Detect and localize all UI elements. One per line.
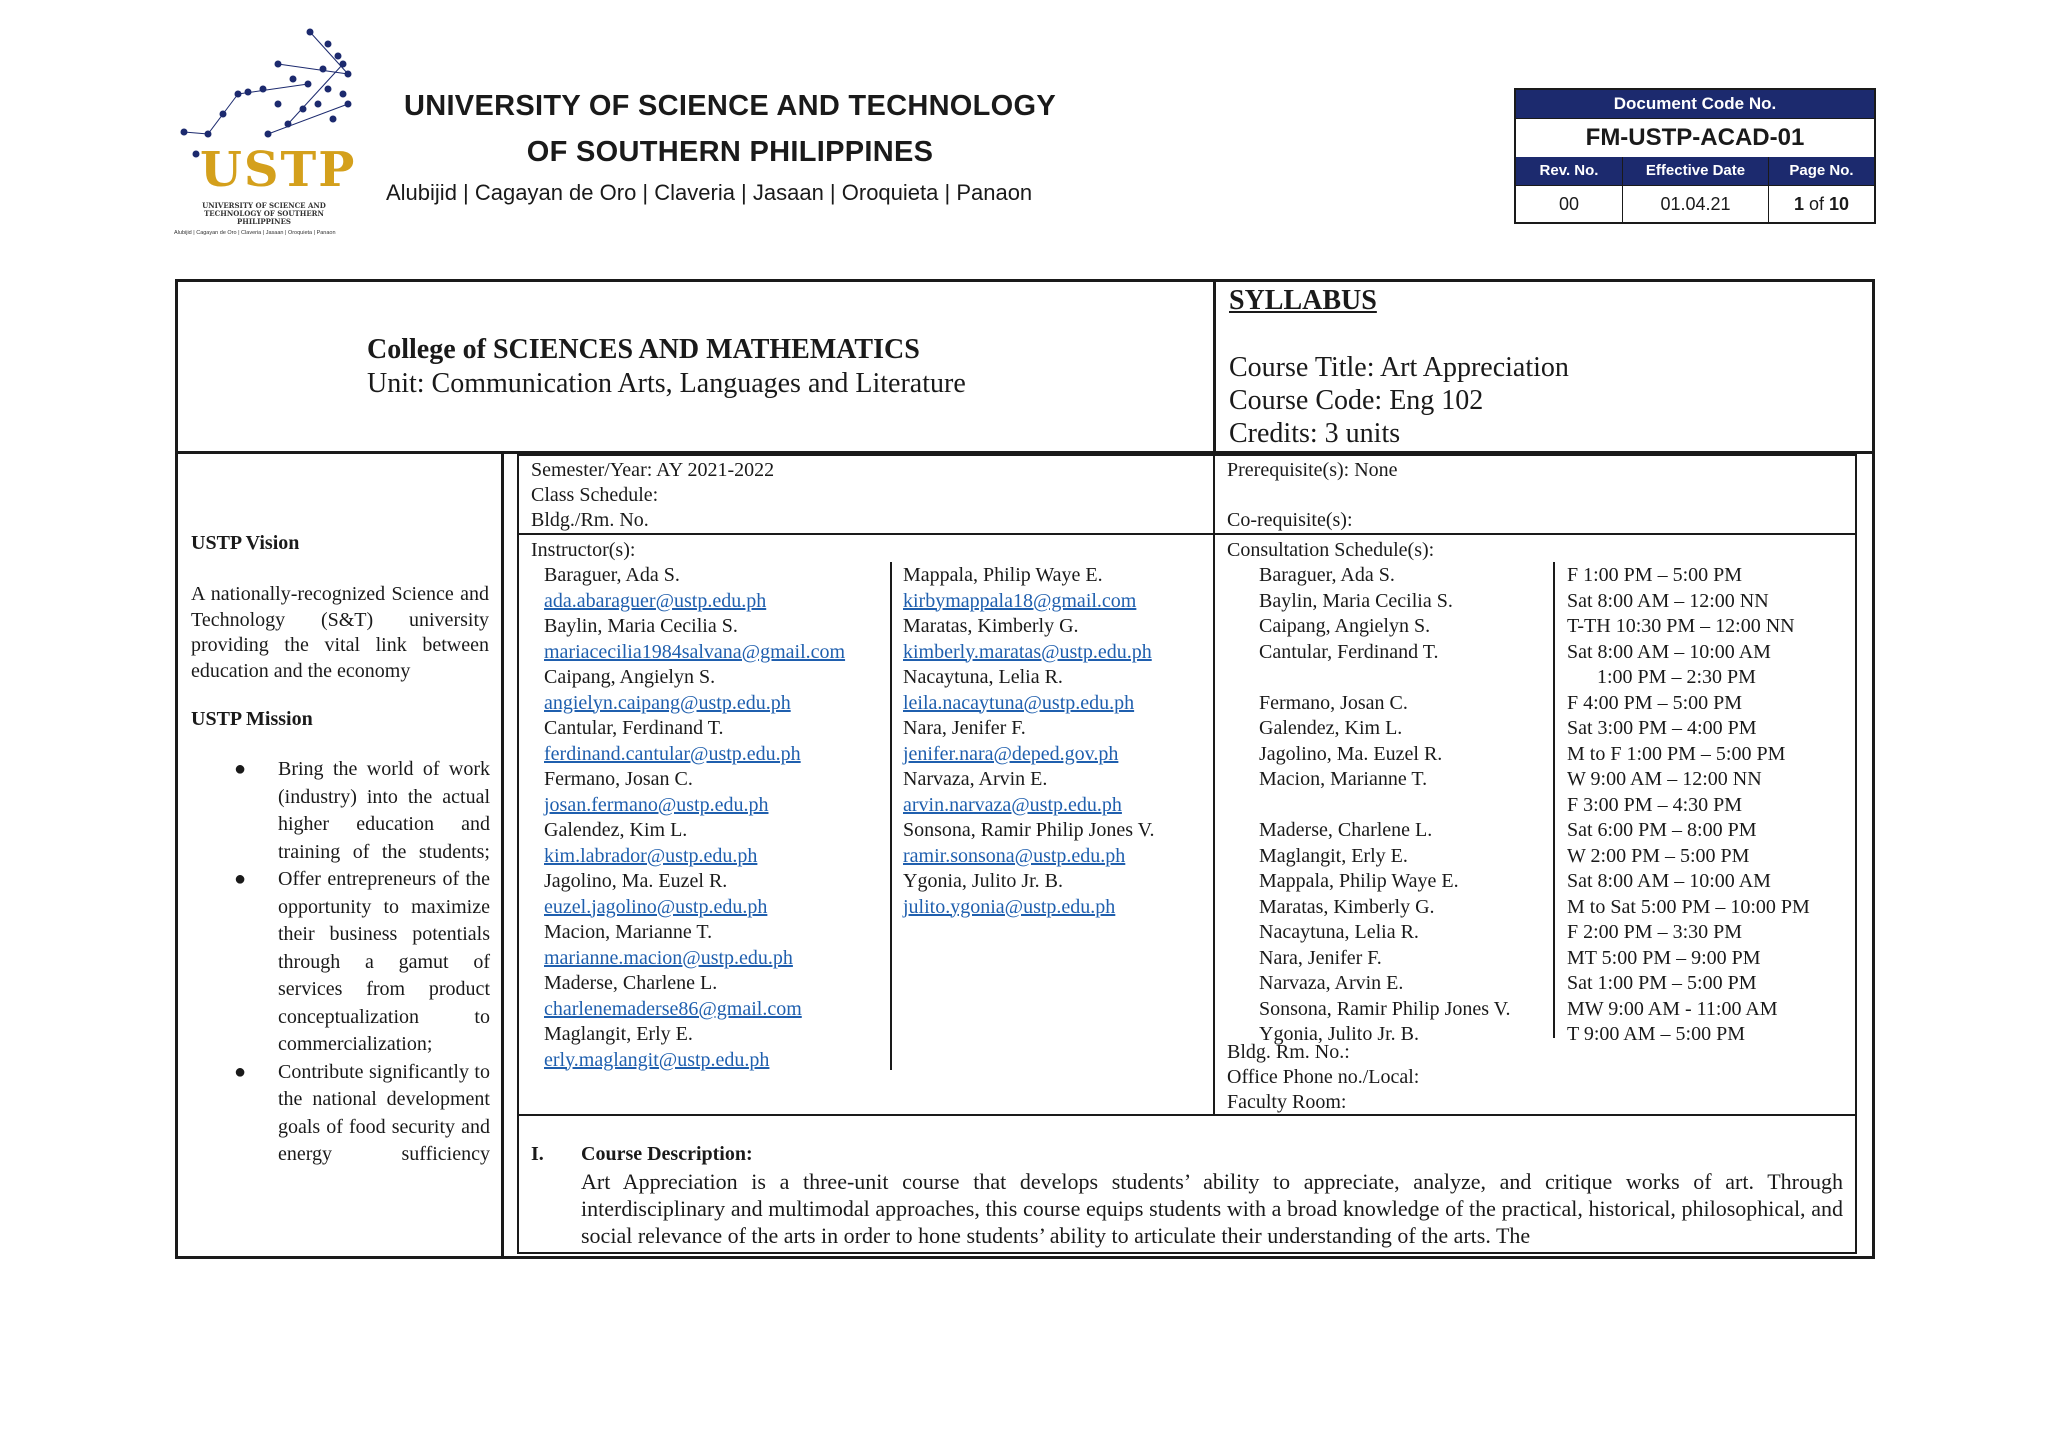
consultation-name: Maglangit, Erly E. xyxy=(1259,844,1408,867)
instructor-name: Mappala, Philip Waye E. xyxy=(903,564,1103,586)
semester-row-divider xyxy=(517,533,1857,535)
instructor-name: Maglangit, Erly E. xyxy=(544,1023,693,1045)
effective-date-value: 01.04.21 xyxy=(1622,185,1768,222)
instructor-email-link[interactable]: kirbymappala18@gmail.com xyxy=(903,589,1137,612)
consult-bldg: Bldg. Rm. No.: xyxy=(1227,1041,1350,1063)
instructor-email-link[interactable]: euzel.jagolino@ustp.edu.ph xyxy=(544,895,768,918)
mission-list xyxy=(191,756,490,1169)
consultation-name: Narvaza, Arvin E. xyxy=(1259,972,1404,994)
instructors-column-2 xyxy=(903,563,1233,920)
instructor-name: Fermano, Josan C. xyxy=(544,768,693,790)
faculty-room: Faculty Room: xyxy=(1227,1091,1347,1113)
consultation-time: T 9:00 AM – 5:00 PM xyxy=(1567,1023,1745,1045)
mission-item: ● Offer entrepreneurs of the opportunity to maximize their business potentials through a gamut of services from product conceptualization to commercialization; xyxy=(234,868,490,1055)
office-phone: Office Phone no./Local: xyxy=(1227,1066,1420,1088)
rev-value: 00 xyxy=(1516,185,1622,222)
instructor-email-link[interactable]: leila.nacaytuna@ustp.edu.ph xyxy=(903,691,1135,714)
campus-list: Alubijid | Cagayan de Oro | Claveria | Jasaan | Oroquieta | Panaon xyxy=(386,180,1033,205)
consultation-time: W 2:00 PM – 5:00 PM xyxy=(1567,844,1750,867)
instructor-email-link[interactable]: ada.abaraguer@ustp.edu.ph xyxy=(544,589,767,612)
instructor-email-link[interactable]: marianne.macion@ustp.edu.ph xyxy=(544,946,793,969)
instructor-email-link[interactable]: julito.ygonia@ustp.edu.ph xyxy=(903,895,1116,918)
consultation-time: M to Sat 5:00 PM – 10:00 PM xyxy=(1567,895,1810,918)
ustp-logo xyxy=(174,24,388,246)
consultation-time: Sat 8:00 AM – 10:00 AM xyxy=(1567,640,1771,663)
instructor-email-link[interactable]: jenifer.nara@deped.gov.ph xyxy=(903,742,1119,765)
consultation-time: Sat 1:00 PM – 5:00 PM xyxy=(1567,972,1757,994)
consultation-name: Fermano, Josan C. xyxy=(1259,691,1408,714)
logo-campuses: Alubijid | Cagayan de Oro | Claveria | Jasaan | Oroquieta | Panaon xyxy=(174,230,336,236)
description-title: Course Description: xyxy=(581,1143,753,1165)
consultation-time: Sat 6:00 PM – 8:00 PM xyxy=(1567,819,1757,841)
instructors-column-1 xyxy=(544,563,884,1073)
instructor-email-link[interactable]: ramir.sonsona@ustp.edu.ph xyxy=(903,844,1126,867)
instructor-name: Ygonia, Julito Jr. B. xyxy=(903,870,1064,892)
consultation-time: M to F 1:00 PM – 5:00 PM xyxy=(1567,742,1786,765)
instructor-name: Cantular, Ferdinand T. xyxy=(544,717,724,739)
doc-code-value: FM-USTP-ACAD-01 xyxy=(1516,118,1874,157)
vision-title: USTP Vision xyxy=(191,532,300,554)
document-code-box xyxy=(1514,88,1876,224)
instructor-email-link[interactable]: arvin.narvaza@ustp.edu.ph xyxy=(903,793,1122,816)
instructor-name: Baraguer, Ada S. xyxy=(544,564,680,586)
consultation-time: T-TH 10:30 PM – 12:00 NN xyxy=(1567,615,1795,637)
mission-item: ● Contribute significantly to the national development goals of food security and energy sufficiency xyxy=(234,1060,490,1165)
page-label: Page No. xyxy=(1768,157,1874,185)
instructor-email-link[interactable]: erly.maglangit@ustp.edu.ph xyxy=(544,1048,770,1071)
consultation-name: Sonsona, Ramir Philip Jones V. xyxy=(1259,997,1511,1020)
instructor-email-link[interactable]: angielyn.caipang@ustp.edu.ph xyxy=(544,691,791,714)
mission-item: ● Bring the world of work (industry) into the actual higher education and training of the students; xyxy=(234,758,490,863)
doc-code-title: Document Code No. xyxy=(1516,90,1874,118)
consultation-name: Jagolino, Ma. Euzel R. xyxy=(1259,742,1443,765)
consultation-name: Maratas, Kimberly G. xyxy=(1259,895,1435,918)
logo-text: USTP xyxy=(200,142,357,198)
instructor-name: Caipang, Angielyn S. xyxy=(544,666,716,688)
consultation-names xyxy=(1259,563,1559,1048)
prerequisite: Prerequisite(s): None xyxy=(1227,459,1398,481)
consultation-name: Macion, Marianne T. xyxy=(1259,768,1428,790)
college-name: College of SCIENCES AND MATHEMATICS xyxy=(367,334,920,365)
header-divider xyxy=(1213,279,1216,453)
consultation-name: Cantular, Ferdinand T. xyxy=(1259,640,1439,663)
mission-title: USTP Mission xyxy=(191,708,313,730)
consultation-name: Nara, Jenifer F. xyxy=(1259,946,1382,969)
consultation-time: MW 9:00 AM - 11:00 AM xyxy=(1567,997,1778,1020)
description-divider xyxy=(517,1114,1857,1116)
consultation-name: Ygonia, Julito Jr. B. xyxy=(1259,1023,1420,1045)
university-name-line2: OF SOUTHERN PHILIPPINES xyxy=(526,136,934,168)
unit-name: Unit: Communication Arts, Languages and Literature xyxy=(367,368,966,399)
consultation-label: Consultation Schedule(s): xyxy=(1227,539,1435,561)
consultation-name: Mappala, Philip Waye E. xyxy=(1259,870,1459,892)
bldg-room: Bldg./Rm. No. xyxy=(531,509,649,531)
consultation-name: Baylin, Maria Cecilia S. xyxy=(1259,589,1453,612)
instructor-email-link[interactable]: charlenemaderse86@gmail.com xyxy=(544,997,802,1020)
consultation-times xyxy=(1567,563,1867,1048)
consultation-time: F 2:00 PM – 3:30 PM xyxy=(1567,921,1743,943)
rev-label: Rev. No. xyxy=(1516,157,1622,185)
consultation-name xyxy=(1259,665,1559,691)
course-title: Course Title: Art Appreciation xyxy=(1229,352,1569,383)
instructor-name: Narvaza, Arvin E. xyxy=(903,768,1048,790)
consultation-time: 1:00 PM – 2:30 PM xyxy=(1597,666,1756,688)
consultation-name: Caipang, Angielyn S. xyxy=(1259,615,1431,637)
consultation-name: Baraguer, Ada S. xyxy=(1259,564,1395,586)
university-name-line1: UNIVERSITY OF SCIENCE AND TECHNOLOGY xyxy=(403,90,1057,122)
effective-date-label: Effective Date xyxy=(1622,157,1768,185)
vision-text: A nationally-recognized Science and Technology (S&T) university providing the vital link between education and the economy xyxy=(191,583,489,682)
instructor-name: Sonsona, Ramir Philip Jones V. xyxy=(903,819,1155,841)
consultation-time: F 1:00 PM – 5:00 PM xyxy=(1567,564,1743,586)
instructor-name: Nara, Jenifer F. xyxy=(903,717,1026,739)
consultation-name: Maderse, Charlene L. xyxy=(1259,819,1433,841)
consultation-time: Sat 3:00 PM – 4:00 PM xyxy=(1567,717,1757,739)
corequisite: Co-requisite(s): xyxy=(1227,509,1353,531)
instructor-email-link[interactable]: mariacecilia1984salvana@gmail.com xyxy=(544,640,846,663)
consultation-name: Nacaytuna, Lelia R. xyxy=(1259,921,1419,943)
semester-year: Semester/Year: AY 2021-2022 xyxy=(531,459,775,481)
instructor-email-link[interactable]: josan.fermano@ustp.edu.ph xyxy=(544,793,769,816)
instructor-email-link[interactable]: ferdinand.cantular@ustp.edu.ph xyxy=(544,742,801,765)
consultation-time: Sat 8:00 AM – 12:00 NN xyxy=(1567,589,1769,612)
instructor-name: Jagolino, Ma. Euzel R. xyxy=(544,870,728,892)
page-value: 1 of 10 xyxy=(1768,185,1874,222)
instructor-name: Macion, Marianne T. xyxy=(544,921,713,943)
instructor-col-divider xyxy=(890,562,892,1070)
logo-subtitle: UNIVERSITY OF SCIENCE AND TECHNOLOGY OF SOUTHERN PHILIPPINES xyxy=(202,201,326,226)
consultation-time: W 9:00 AM – 12:00 NN xyxy=(1567,768,1762,790)
consultation-name: Galendez, Kim L. xyxy=(1259,717,1403,739)
consultation-time: MT 5:00 PM – 9:00 PM xyxy=(1567,946,1761,969)
instructor-name: Nacaytuna, Lelia R. xyxy=(903,666,1063,688)
consultation-time: F 4:00 PM – 5:00 PM xyxy=(1567,691,1743,714)
instructor-name: Maratas, Kimberly G. xyxy=(903,615,1079,637)
class-schedule: Class Schedule: xyxy=(531,484,659,506)
instructors-label: Instructor(s): xyxy=(531,539,636,561)
consultation-time: Sat 8:00 AM – 10:00 AM xyxy=(1567,870,1771,892)
instructor-email-link[interactable]: kim.labrador@ustp.edu.ph xyxy=(544,844,758,867)
course-code: Course Code: Eng 102 xyxy=(1229,385,1484,416)
instructor-name: Galendez, Kim L. xyxy=(544,819,688,841)
instructor-email-link[interactable]: kimberly.maratas@ustp.edu.ph xyxy=(903,640,1152,663)
course-credits: Credits: 3 units xyxy=(1229,418,1401,449)
syllabus-title: SYLLABUS xyxy=(1229,285,1377,316)
instructor-name: Baylin, Maria Cecilia S. xyxy=(544,615,738,637)
left-column-divider xyxy=(501,454,504,1258)
description-text: Art Appreciation is a three-unit course that develops students’ ability to appreciate, analyze, and critique works of art. Through interdisciplinary and multimodal approaches, this course equips students with a broad knowledge of the practical, historical, philosophical, and social relevance of the arts in order to hone students’ ability to articulate their understanding of the arts. The xyxy=(581,1169,1843,1248)
consultation-time: F 3:00 PM – 4:30 PM xyxy=(1567,793,1743,816)
consultation-name xyxy=(1259,793,1559,819)
description-number: I. xyxy=(531,1143,544,1165)
instructor-name: Maderse, Charlene L. xyxy=(544,972,718,994)
